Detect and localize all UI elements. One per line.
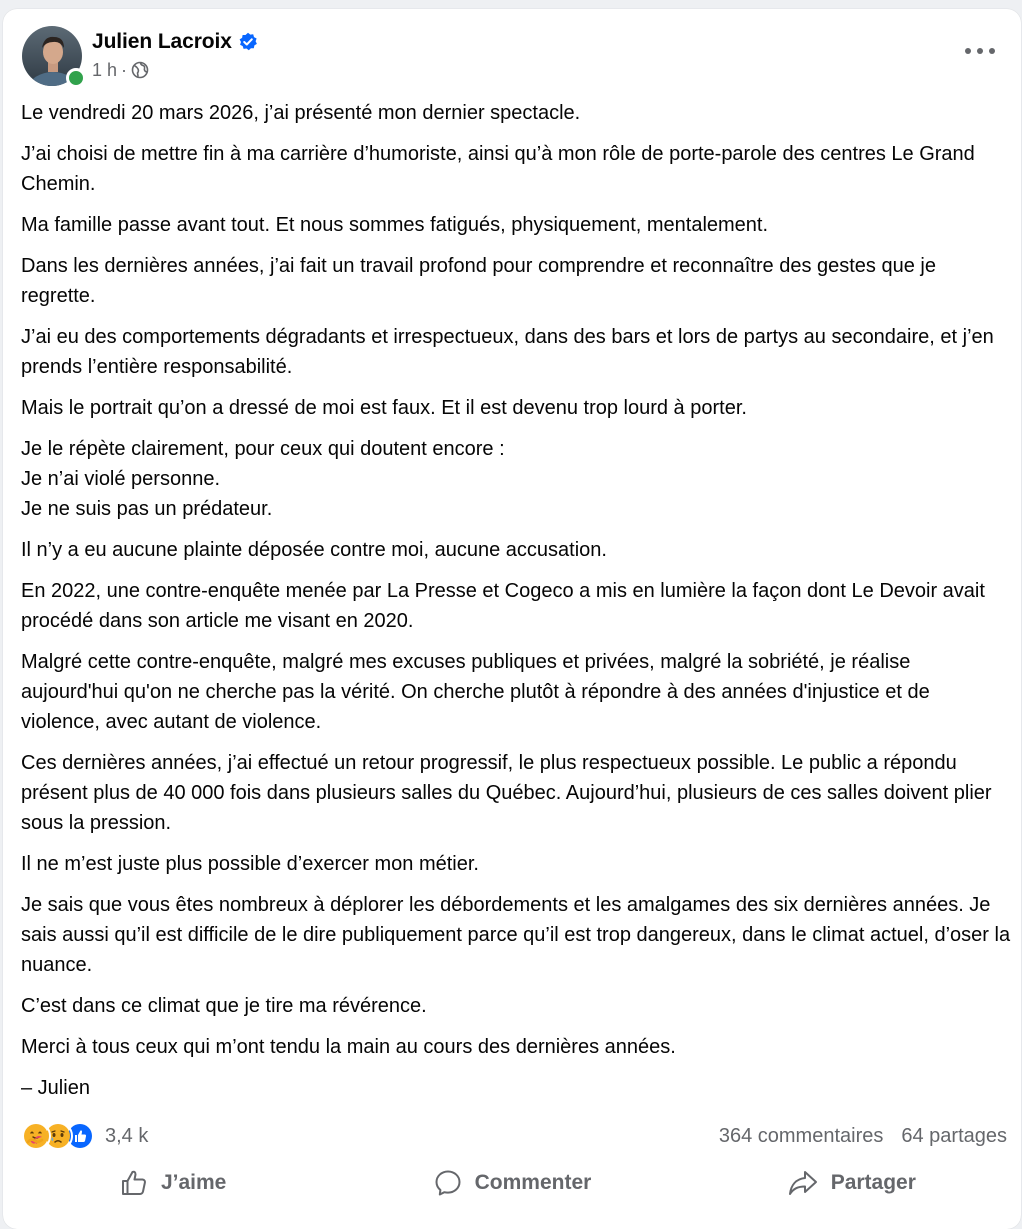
- post-paragraph: Il ne m’est juste plus possible d’exercer mon métier.: [21, 853, 479, 875]
- post-paragraph: J’ai eu des comportements dégradants et irrespectueux, dans des bars et lors de partys au secondaire, et j’en prends l’entière responsabilité.: [21, 326, 994, 378]
- post-actions: [3, 1161, 1021, 1205]
- post-paragraph: Mais le portrait qu’on a dressé de moi est faux. Et il est devenu trop lourd à porter.: [21, 397, 747, 419]
- more-dot-icon: [977, 48, 983, 54]
- share-label: Partager: [830, 1171, 916, 1194]
- care-reaction-icon: [21, 1121, 51, 1151]
- post-paragraph: Je le répète clairement, pour ceux qui doutent encore : Je n’ai violé personne. Je ne suis pas un prédateur.: [21, 438, 505, 520]
- avatar[interactable]: [22, 26, 82, 86]
- post-paragraph: Merci à tous ceux qui m’ont tendu la main au cours des dernières années.: [21, 1036, 676, 1058]
- verified-badge-icon: [238, 32, 258, 52]
- reactions-left[interactable]: [21, 1121, 148, 1151]
- online-status-indicator: [66, 68, 86, 88]
- engagement-stats: [719, 1125, 1007, 1148]
- post-text: [21, 98, 1011, 1114]
- reactions-summary: [21, 1121, 1007, 1151]
- post-paragraph: Ces dernières années, j’ai effectué un retour progressif, le plus respectueux possible. Le public a répondu présent plus de 40 000 fois dans plusieurs salles du Québec. Aujourd’hui, plusieurs de ces salles doivent plier sous la pression.: [21, 752, 992, 834]
- post-paragraph: J’ai choisi de mettre fin à ma carrière d’humoriste, ainsi qu’à mon rôle de porte-parole des centres Le Grand Chemin.: [21, 143, 975, 195]
- more-dot-icon: [965, 48, 971, 54]
- share-arrow-icon: [787, 1168, 819, 1198]
- post-paragraph: Malgré cette contre-enquête, malgré mes excuses publiques et privées, malgré la sobriété, je réalise aujourd'hui qu'on ne cherche pas la vérité. On cherche plutôt à répondre à des années d'injustice et de violence, avec autant de violence.: [21, 651, 930, 733]
- post-paragraph: Il n’y a eu aucune plainte déposée contre moi, aucune accusation.: [21, 539, 607, 561]
- reaction-count[interactable]: 3,4 k: [105, 1124, 149, 1147]
- post-paragraph: – Julien: [21, 1077, 90, 1099]
- post-paragraph: En 2022, une contre-enquête menée par La Presse et Cogeco a mis en lumière la façon dont Le Devoir avait procédé dans son article me visant en 2020.: [21, 580, 985, 632]
- post-card: [3, 9, 1021, 1229]
- more-dot-icon: [989, 48, 995, 54]
- post-paragraph: Je sais que vous êtes nombreux à déplorer les débordements et les amalgames des six dernières années. Je sais aussi qu’il est difficile de le dire publiquement parce qu’il est trop dangereux, dans le climat actuel, d’oser la nuance.: [21, 894, 1011, 976]
- comments-count[interactable]: 364 commentaires: [718, 1124, 884, 1147]
- comment-bubble-icon: [433, 1168, 463, 1198]
- author-row: [92, 29, 258, 55]
- post-meta: [92, 59, 149, 81]
- post-paragraph: Le vendredi 20 mars 2026, j’ai présenté mon dernier spectacle.: [21, 102, 581, 124]
- more-options-button[interactable]: [965, 43, 995, 59]
- comment-label: Commenter: [474, 1171, 592, 1194]
- comment-button[interactable]: [342, 1161, 681, 1205]
- post-paragraph: Ma famille passe avant tout. Et nous sommes fatigués, physiquement, mentalement.: [21, 214, 769, 236]
- post-paragraph: Dans les dernières années, j’ai fait un travail profond pour comprendre et reconnaître des gestes que je regrette.: [21, 255, 936, 307]
- meta-separator: ·: [121, 59, 128, 80]
- author-name[interactable]: Julien Lacroix: [92, 30, 232, 53]
- post-time[interactable]: 1 h: [92, 59, 118, 80]
- like-button[interactable]: [3, 1161, 342, 1205]
- shares-count[interactable]: 64 partages: [901, 1124, 1007, 1147]
- post-paragraph: C’est dans ce climat que je tire ma révérence.: [21, 995, 427, 1017]
- share-button[interactable]: [682, 1161, 1021, 1205]
- globe-icon: [131, 61, 149, 79]
- like-label: J’aime: [160, 1171, 227, 1194]
- thumbs-up-icon: [119, 1168, 149, 1198]
